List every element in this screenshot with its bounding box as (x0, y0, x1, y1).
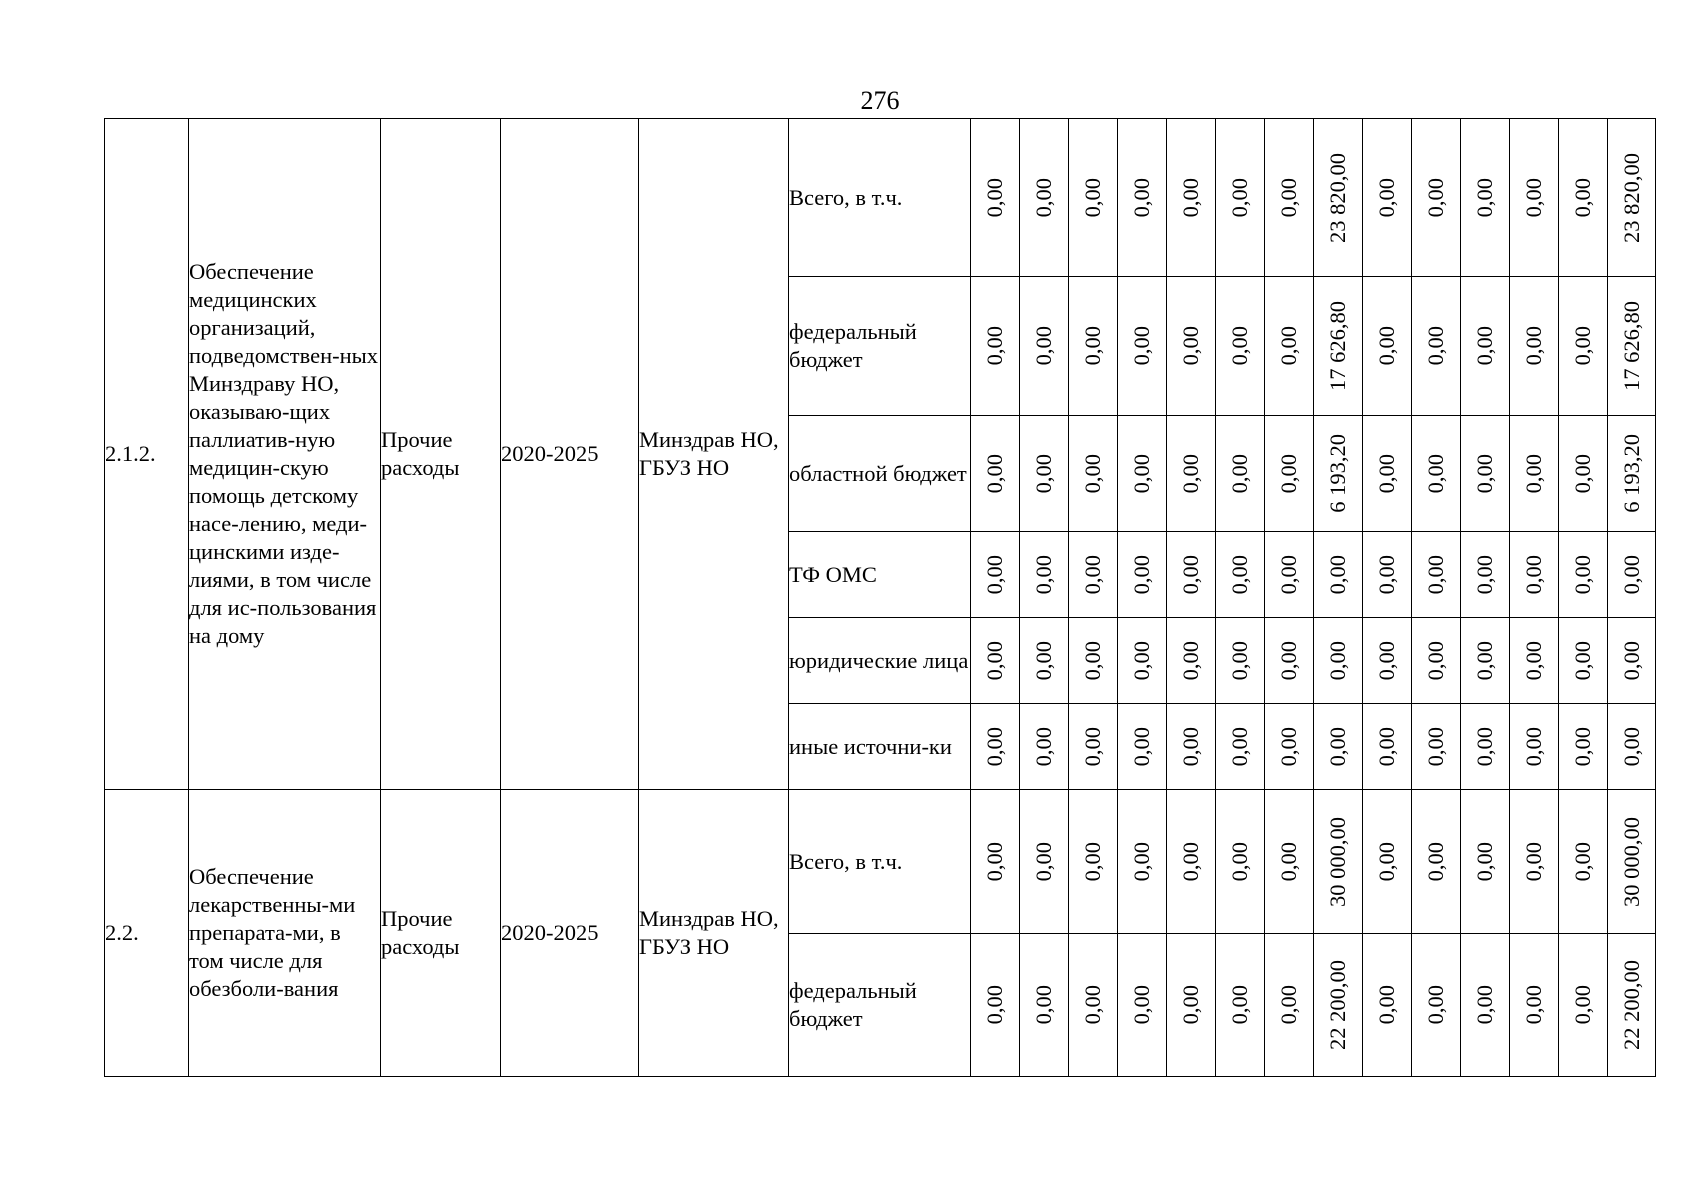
amount-value: 0,00 (1129, 554, 1154, 595)
amount-cell (1069, 416, 1118, 532)
amount-value: 0,00 (1374, 985, 1399, 1025)
amount-value: 0,00 (1080, 326, 1105, 366)
amount-value: 0,00 (1031, 841, 1056, 882)
amount-value: 0,00 (982, 326, 1007, 366)
amount-value: 0,00 (1129, 985, 1154, 1025)
budget-table (104, 118, 1656, 1077)
amount-cell (1510, 277, 1559, 416)
amount-value: 0,00 (1521, 326, 1546, 366)
amount-cell (1461, 790, 1510, 934)
amount-cell (1216, 119, 1265, 277)
amount-value: 0,00 (1129, 640, 1154, 681)
amount-cell (971, 416, 1020, 532)
implementation-period: 2020-2025 (501, 119, 639, 790)
amount-value: 0,00 (1521, 640, 1546, 681)
amount-value: 0,00 (982, 640, 1007, 681)
amount-cell (1559, 704, 1608, 790)
amount-value: 0,00 (1521, 177, 1546, 218)
amount-value: 0,00 (1423, 453, 1448, 494)
amount-value: 0,00 (982, 841, 1007, 882)
amount-cell (1559, 790, 1608, 934)
amount-cell (1020, 416, 1069, 532)
amount-value: 0,00 (1374, 177, 1399, 218)
amount-cell (1559, 934, 1608, 1077)
amount-cell (971, 934, 1020, 1077)
amount-cell (1412, 934, 1461, 1077)
amount-value: 0,00 (982, 554, 1007, 595)
amount-cell (1412, 790, 1461, 934)
amount-value: 0,00 (1521, 453, 1546, 494)
amount-cell (1510, 934, 1559, 1077)
amount-value: 0,00 (1080, 841, 1105, 882)
amount-cell (1608, 532, 1656, 618)
expense-type: Прочие расходы (381, 119, 501, 790)
table-row (105, 790, 1656, 934)
amount-cell (1118, 790, 1167, 934)
amount-value: 0,00 (1276, 177, 1301, 218)
amount-value: 0,00 (1423, 326, 1448, 366)
amount-value: 0,00 (1031, 453, 1056, 494)
amount-cell (1216, 934, 1265, 1077)
amount-value: 0,00 (1178, 841, 1203, 882)
amount-value: 0,00 (1423, 640, 1448, 681)
amount-cell (1167, 119, 1216, 277)
amount-cell (1069, 790, 1118, 934)
executor: Минздрав НО, ГБУЗ НО (639, 119, 789, 790)
amount-value: 6 193,20 (1325, 434, 1350, 513)
amount-cell (1559, 277, 1608, 416)
amount-value: 0,00 (1472, 326, 1497, 366)
amount-value: 0,00 (982, 985, 1007, 1025)
amount-value: 0,00 (1521, 841, 1546, 882)
amount-cell (1412, 277, 1461, 416)
amount-cell (1167, 277, 1216, 416)
amount-value: 0,00 (1276, 640, 1301, 681)
amount-value: 0,00 (1227, 640, 1252, 681)
amount-cell (1069, 119, 1118, 277)
amount-cell (1608, 119, 1656, 277)
amount-cell (1510, 119, 1559, 277)
amount-value: 0,00 (1570, 640, 1595, 681)
amount-value: 0,00 (982, 177, 1007, 218)
amount-value: 0,00 (1227, 453, 1252, 494)
amount-cell (1461, 704, 1510, 790)
funding-source: ТФ ОМС (789, 532, 971, 618)
funding-source: федеральный бюджет (789, 277, 971, 416)
amount-value: 0,00 (1521, 726, 1546, 767)
amount-cell (1559, 119, 1608, 277)
amount-cell (1608, 277, 1656, 416)
amount-cell (1314, 618, 1363, 704)
amount-cell (1265, 704, 1314, 790)
amount-value: 0,00 (1618, 640, 1644, 681)
amount-value: 17 626,80 (1618, 301, 1644, 391)
amount-cell (1020, 934, 1069, 1077)
amount-value: 0,00 (1178, 177, 1203, 218)
amount-value: 0,00 (982, 726, 1007, 767)
amount-value: 30 000,00 (1325, 816, 1350, 907)
amount-value: 0,00 (1276, 841, 1301, 882)
amount-value: 0,00 (1178, 985, 1203, 1025)
amount-value: 0,00 (1129, 726, 1154, 767)
amount-cell (1167, 416, 1216, 532)
amount-cell (1020, 119, 1069, 277)
amount-value: 0,00 (1423, 841, 1448, 882)
amount-value: 0,00 (1570, 841, 1595, 882)
expense-type: Прочие расходы (381, 790, 501, 1077)
amount-value: 0,00 (1080, 640, 1105, 681)
amount-value: 0,00 (1570, 554, 1595, 595)
amount-value: 0,00 (1080, 554, 1105, 595)
amount-cell (1461, 277, 1510, 416)
amount-cell (1510, 704, 1559, 790)
amount-value: 0,00 (1374, 326, 1399, 366)
amount-value: 0,00 (1129, 841, 1154, 882)
amount-cell (1216, 532, 1265, 618)
amount-cell (1608, 618, 1656, 704)
amount-value: 0,00 (1276, 554, 1301, 595)
amount-cell (1608, 416, 1656, 532)
amount-cell (1363, 934, 1412, 1077)
amount-cell (1020, 532, 1069, 618)
amount-cell (1265, 790, 1314, 934)
amount-cell (1216, 618, 1265, 704)
amount-value: 0,00 (1178, 726, 1203, 767)
amount-cell (1265, 277, 1314, 416)
amount-value: 0,00 (1521, 554, 1546, 595)
amount-cell (1069, 277, 1118, 416)
amount-cell (1069, 532, 1118, 618)
funding-source: Всего, в т.ч. (789, 119, 971, 277)
amount-cell (971, 277, 1020, 416)
amount-value: 0,00 (1325, 554, 1350, 595)
amount-value: 0,00 (1227, 554, 1252, 595)
amount-cell (1363, 532, 1412, 618)
amount-cell (1412, 416, 1461, 532)
amount-cell (1216, 704, 1265, 790)
amount-cell (1314, 790, 1363, 934)
amount-value: 0,00 (1080, 726, 1105, 767)
amount-value: 0,00 (1178, 453, 1203, 494)
amount-cell (1020, 704, 1069, 790)
amount-value: 0,00 (1570, 726, 1595, 767)
item-name: Обеспечение медицинских организаций, подведомствен-ных Минздраву НО, оказываю-щих паллиатив-ную медицин-скую помощь детскому насе-лению, меди-цинскими изде-лиями, в том числе для ис-пользования на дому (189, 119, 381, 790)
amount-cell (1608, 790, 1656, 934)
amount-cell (1461, 934, 1510, 1077)
amount-cell (1412, 704, 1461, 790)
amount-value: 0,00 (1031, 326, 1056, 366)
amount-value: 0,00 (1080, 453, 1105, 494)
amount-cell (1265, 416, 1314, 532)
amount-value: 0,00 (1031, 726, 1056, 767)
amount-cell (1118, 532, 1167, 618)
amount-value: 0,00 (1276, 453, 1301, 494)
amount-cell (1510, 416, 1559, 532)
amount-cell (1412, 532, 1461, 618)
amount-value: 0,00 (1080, 985, 1105, 1025)
amount-value: 0,00 (1031, 554, 1056, 595)
amount-cell (1167, 618, 1216, 704)
amount-value: 0,00 (1227, 841, 1252, 882)
amount-value: 0,00 (1374, 554, 1399, 595)
amount-value: 0,00 (1618, 554, 1644, 595)
amount-cell (971, 532, 1020, 618)
funding-source: юридические лица (789, 618, 971, 704)
amount-cell (1461, 618, 1510, 704)
amount-value: 23 820,00 (1325, 152, 1350, 243)
amount-cell (1118, 934, 1167, 1077)
amount-value: 0,00 (982, 453, 1007, 494)
amount-value: 0,00 (1031, 177, 1056, 218)
amount-cell (1118, 618, 1167, 704)
amount-value: 0,00 (1472, 640, 1497, 681)
amount-cell (1216, 277, 1265, 416)
amount-value: 0,00 (1423, 985, 1448, 1025)
amount-value: 0,00 (1374, 726, 1399, 767)
amount-cell (1363, 790, 1412, 934)
amount-cell (1265, 532, 1314, 618)
amount-cell (1069, 934, 1118, 1077)
amount-value: 0,00 (1129, 177, 1154, 218)
amount-value: 22 200,00 (1325, 960, 1350, 1050)
amount-value: 0,00 (1227, 326, 1252, 366)
amount-cell (971, 618, 1020, 704)
amount-cell (971, 704, 1020, 790)
item-name: Обеспечение лекарственны-ми препарата-ми, в том числе для обезболи-вания (189, 790, 381, 1077)
item-code: 2.2. (105, 790, 189, 1077)
amount-cell (1265, 618, 1314, 704)
executor: Минздрав НО, ГБУЗ НО (639, 790, 789, 1077)
amount-value: 0,00 (1227, 177, 1252, 218)
amount-cell (1363, 119, 1412, 277)
amount-cell (1314, 277, 1363, 416)
amount-value: 0,00 (1276, 326, 1301, 366)
amount-value: 0,00 (1374, 640, 1399, 681)
amount-value: 0,00 (1423, 177, 1448, 218)
amount-value: 23 820,00 (1618, 152, 1644, 243)
amount-value: 0,00 (1227, 985, 1252, 1025)
amount-cell (1118, 704, 1167, 790)
amount-cell (1314, 416, 1363, 532)
amount-cell (1559, 532, 1608, 618)
amount-cell (1559, 416, 1608, 532)
funding-source: областной бюджет (789, 416, 971, 532)
amount-value: 0,00 (1374, 841, 1399, 882)
amount-value: 0,00 (1472, 726, 1497, 767)
amount-cell (1363, 704, 1412, 790)
amount-value: 0,00 (1472, 177, 1497, 218)
amount-value: 0,00 (1423, 726, 1448, 767)
funding-source: федеральный бюджет (789, 934, 971, 1077)
amount-value: 0,00 (1178, 326, 1203, 366)
item-code: 2.1.2. (105, 119, 189, 790)
amount-value: 0,00 (1031, 985, 1056, 1025)
amount-cell (1412, 618, 1461, 704)
amount-cell (1314, 532, 1363, 618)
amount-value: 0,00 (1570, 985, 1595, 1025)
amount-value: 22 200,00 (1618, 960, 1644, 1050)
amount-cell (1314, 704, 1363, 790)
amount-cell (1412, 119, 1461, 277)
amount-value: 0,00 (1570, 177, 1595, 218)
amount-value: 0,00 (1472, 841, 1497, 882)
amount-value: 0,00 (1472, 554, 1497, 595)
amount-value: 0,00 (1178, 640, 1203, 681)
amount-value: 0,00 (1618, 726, 1644, 767)
amount-cell (1020, 277, 1069, 416)
amount-value: 0,00 (1031, 640, 1056, 681)
amount-cell (1510, 618, 1559, 704)
amount-cell (1363, 416, 1412, 532)
funding-source: Всего, в т.ч. (789, 790, 971, 934)
amount-cell (1118, 119, 1167, 277)
amount-value: 0,00 (1570, 326, 1595, 366)
amount-cell (971, 790, 1020, 934)
amount-value: 0,00 (1472, 453, 1497, 494)
amount-value: 6 193,20 (1618, 434, 1644, 513)
amount-cell (1314, 119, 1363, 277)
amount-value: 0,00 (1472, 985, 1497, 1025)
amount-cell (1608, 934, 1656, 1077)
amount-value: 0,00 (1325, 726, 1350, 767)
amount-cell (1559, 618, 1608, 704)
amount-value: 0,00 (1374, 453, 1399, 494)
implementation-period: 2020-2025 (501, 790, 639, 1077)
amount-value: 0,00 (1570, 453, 1595, 494)
amount-cell (1314, 934, 1363, 1077)
amount-cell (1167, 704, 1216, 790)
amount-cell (1069, 618, 1118, 704)
amount-cell (971, 119, 1020, 277)
amount-cell (1216, 416, 1265, 532)
amount-value: 0,00 (1129, 326, 1154, 366)
amount-value: 0,00 (1276, 985, 1301, 1025)
amount-cell (1265, 119, 1314, 277)
page-number: 276 (860, 86, 900, 115)
amount-cell (1167, 790, 1216, 934)
amount-value: 0,00 (1276, 726, 1301, 767)
amount-cell (1363, 618, 1412, 704)
amount-cell (1265, 934, 1314, 1077)
amount-cell (1461, 416, 1510, 532)
amount-value: 30 000,00 (1618, 816, 1644, 907)
table-row (105, 119, 1656, 277)
amount-cell (1020, 618, 1069, 704)
amount-value: 0,00 (1080, 177, 1105, 218)
amount-cell (1069, 704, 1118, 790)
amount-cell (1510, 790, 1559, 934)
amount-cell (1363, 277, 1412, 416)
amount-value: 0,00 (1325, 640, 1350, 681)
amount-value: 0,00 (1521, 985, 1546, 1025)
amount-value: 0,00 (1178, 554, 1203, 595)
amount-cell (1461, 532, 1510, 618)
amount-cell (1510, 532, 1559, 618)
amount-cell (1118, 416, 1167, 532)
amount-value: 17 626,80 (1325, 301, 1350, 391)
amount-value: 0,00 (1423, 554, 1448, 595)
amount-cell (1461, 119, 1510, 277)
amount-cell (1020, 790, 1069, 934)
amount-cell (1167, 532, 1216, 618)
amount-cell (1118, 277, 1167, 416)
amount-value: 0,00 (1129, 453, 1154, 494)
amount-cell (1608, 704, 1656, 790)
funding-source: иные источни-ки (789, 704, 971, 790)
amount-cell (1167, 934, 1216, 1077)
amount-cell (1216, 790, 1265, 934)
amount-value: 0,00 (1227, 726, 1252, 767)
